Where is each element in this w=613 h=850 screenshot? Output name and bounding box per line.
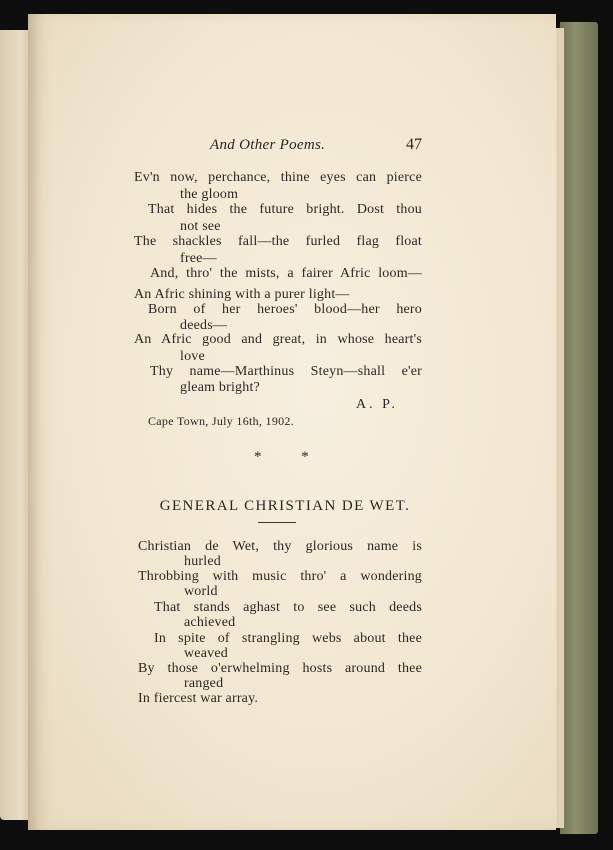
poem-line: achieved — [184, 615, 236, 630]
poem-line: An Afric shining with a purer light— — [134, 287, 350, 302]
poem-line: weaved — [184, 646, 228, 661]
poem-line: Born of her heroes' blood—her hero — [148, 302, 422, 317]
poem-line: the gloom — [180, 187, 239, 202]
poem-line: ranged — [184, 676, 224, 691]
poem-line: That hides the future bright. Dost thou — [148, 202, 422, 217]
page-number: 47 — [406, 136, 422, 153]
poem-line: By those o'erwhelming hosts around thee — [138, 661, 422, 676]
poem-line: Christian de Wet, thy glorious name is — [138, 539, 422, 554]
running-title: And Other Poems. — [210, 137, 326, 153]
poem-line: love — [180, 349, 205, 364]
poem-line: not see — [180, 219, 221, 234]
poem-line: gleam bright? — [180, 380, 260, 395]
poem-line: In fiercest war array. — [138, 691, 259, 706]
poem-line: In spite of strangling webs about thee — [154, 631, 422, 646]
poem-line: An Afric good and great, in whose heart's — [134, 332, 422, 347]
poem-line: And, thro' the mists, a fairer Afric loom— — [150, 266, 422, 281]
section-separator: * * — [254, 449, 327, 465]
poem-line: free— — [180, 251, 217, 266]
poem-line: Thy name—Marthinus Steyn—shall e'er — [150, 364, 422, 379]
book-cover-edge — [560, 22, 598, 834]
poem-title: GENERAL CHRISTIAN DE WET. — [159, 498, 411, 514]
poem-line: Throbbing with music thro' a wondering — [138, 569, 422, 584]
poem-line: That stands aghast to see such deeds — [154, 600, 422, 615]
poem-line: hurled — [184, 554, 221, 569]
poem-line: world — [184, 584, 218, 599]
dateline: Cape Town, July 16th, 1902. — [148, 414, 295, 428]
poem-line: Ev'n now, perchance, thine eyes can pierce — [134, 170, 422, 185]
poem-line: The shackles fall—the furled flag float — [134, 234, 422, 249]
poem-line: deeds— — [180, 318, 228, 333]
author-signature: A. P. — [356, 397, 398, 412]
title-rule — [258, 522, 296, 523]
